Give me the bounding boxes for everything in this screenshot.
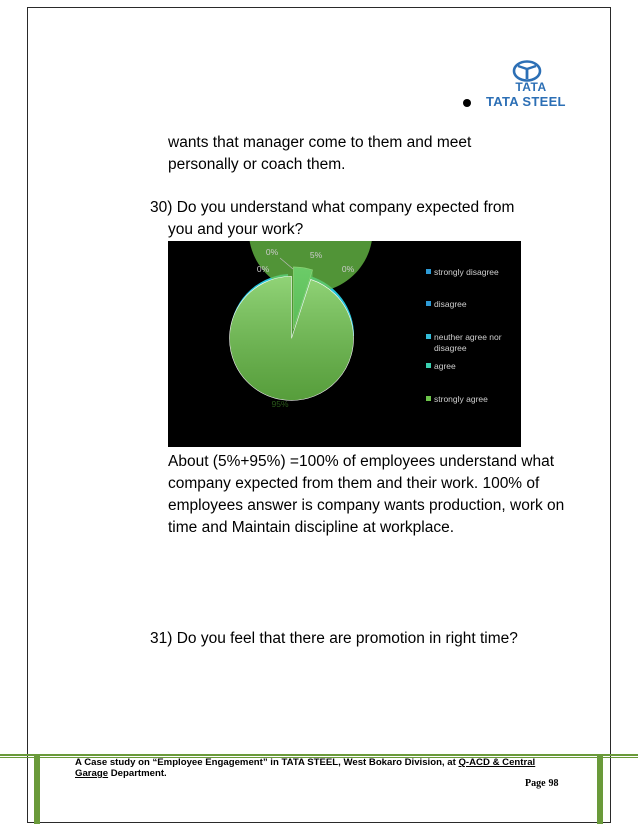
legend-label-2: disagree xyxy=(434,299,467,309)
footer-bar-left xyxy=(34,756,40,824)
footer-rule-top xyxy=(0,754,638,756)
data-label-2: 0% xyxy=(256,264,270,274)
footer-note-garage: Garage xyxy=(75,768,109,779)
legend-swatch-3 xyxy=(426,334,431,339)
footer-note-prefix: A Case study on “Employee Engagement” in TATA STEEL, West Bokaro Division, at xyxy=(75,757,459,768)
question-31: 31) Do you feel that there are promotion in right time? xyxy=(150,630,518,647)
legend-swatch-2 xyxy=(426,301,431,306)
page-number xyxy=(525,778,559,789)
pie-chart xyxy=(168,241,521,447)
page-label: Page xyxy=(525,778,546,789)
footer-bar-right xyxy=(597,756,603,824)
answer-30-text: About (5%+95%) =100% of employees understand what company expected from them and their work. 100% of employees answer is company wants production, work on time and Maintain discipline at workplace. xyxy=(168,453,565,536)
question-30-line-2: you and your work? xyxy=(168,221,304,238)
footer-note-department: Department. xyxy=(108,768,167,779)
bullet-icon xyxy=(463,99,471,107)
page-number-value: 98 xyxy=(548,778,559,789)
legend-label-4: agree xyxy=(434,361,456,371)
legend-label-3: neuther agree nor disagree xyxy=(434,332,502,353)
data-label-4: 5% xyxy=(309,250,323,260)
legend-label-5: strongly agree xyxy=(434,394,488,404)
tata-emblem-icon xyxy=(512,60,542,82)
question-30 xyxy=(150,197,570,241)
legend-swatch-1 xyxy=(426,269,431,274)
question-30-line-1: 30) Do you understand what company expected from xyxy=(150,199,515,216)
footer-note xyxy=(75,757,545,779)
legend-label-1: strongly disagree xyxy=(434,267,499,277)
legend-swatch-4 xyxy=(426,363,431,368)
paragraph-manager-coaching: wants that manager come to them and meet personally or coach them. xyxy=(168,134,472,173)
footer-note-underlined: Q-ACD & Central xyxy=(458,757,536,768)
logo-tata-steel-text: TATA STEEL xyxy=(486,94,566,109)
tata-steel-logo xyxy=(486,60,590,110)
data-label-3: 0% xyxy=(341,264,355,274)
data-label-5: 95% xyxy=(271,399,289,409)
legend-swatch-5 xyxy=(426,396,431,401)
data-label-1: 0% xyxy=(265,247,279,257)
logo-tata-text: TATA xyxy=(515,80,547,94)
